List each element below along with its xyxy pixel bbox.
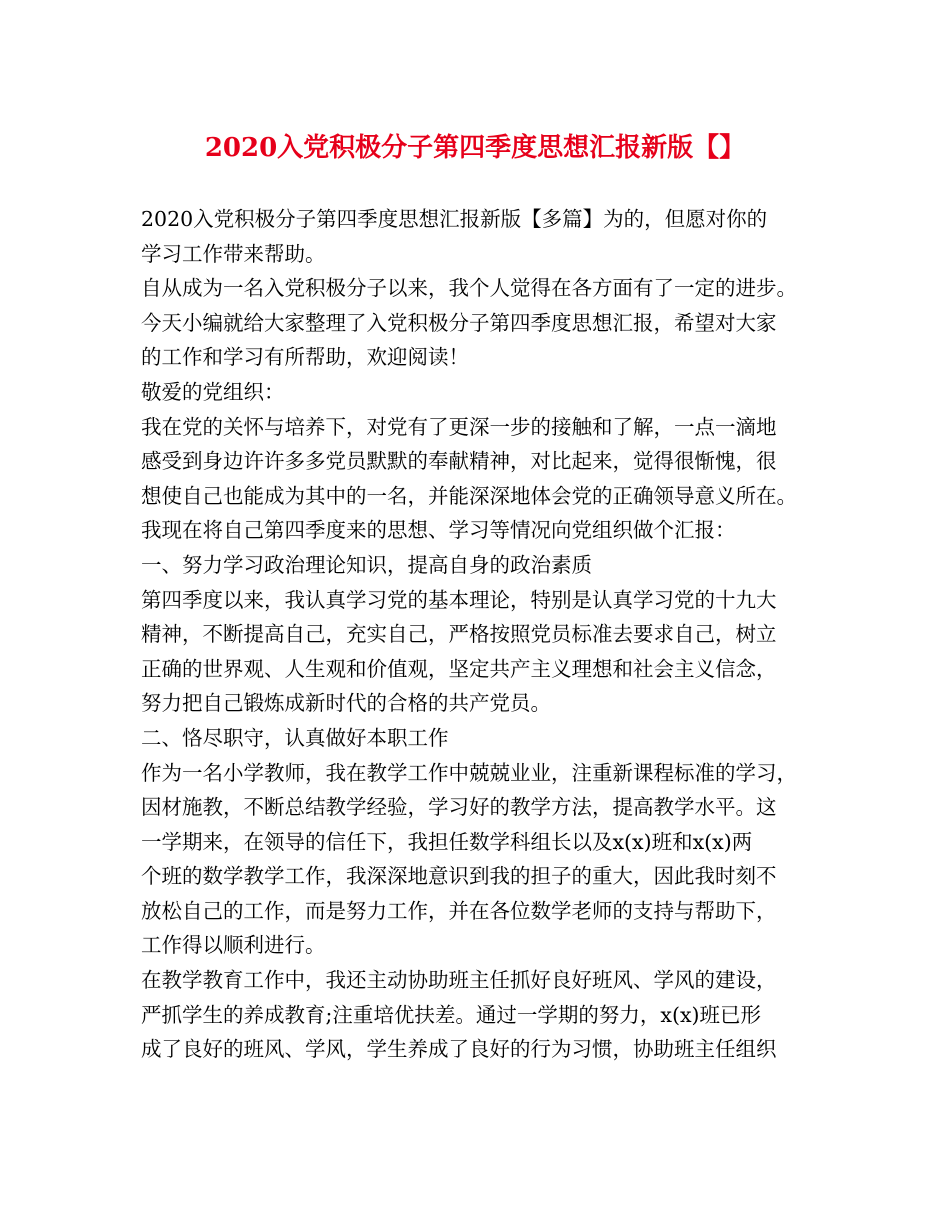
document-title: 2020入党积极分子第四季度思想汇报新版【】 xyxy=(204,133,746,163)
body-line: 作为一名小学教师，我在教学工作中兢兢业业，注重新课程标准的学习， xyxy=(141,760,797,785)
body-line: 感受到身边许许多多党员默默的奉献精神，对比起来，觉得很惭愧，很 xyxy=(141,449,777,474)
body-line: 想使自己也能成为其中的一名，并能深深地体会党的正确领导意义所在。 xyxy=(141,483,797,508)
body-line: 因材施教，不断总结教学经验，学习好的教学方法，提高教学水平。这 xyxy=(141,795,777,820)
body-line: 努力把自己锻炼成新时代的合格的共产党员。 xyxy=(141,691,551,716)
body-line: 第四季度以来，我认真学习党的基本理论，特别是认真学习党的十九大 xyxy=(141,587,777,612)
body-line: 学习工作带来帮助。 xyxy=(141,241,326,266)
body-line: 敬爱的党组织： xyxy=(141,379,285,404)
body-line: 一、努力学习政治理论知识，提高自身的政治素质 xyxy=(141,552,592,577)
body-line: 我现在将自己第四季度来的思想、学习等情况向党组织做个汇报： xyxy=(141,518,736,543)
body-line: 个班的数学教学工作，我深深地意识到我的担子的重大，因此我时刻不 xyxy=(141,864,777,889)
body-line: 正确的世界观、人生观和价值观，坚定共产主义理想和社会主义信念， xyxy=(141,656,777,681)
body-line: 2020入党积极分子第四季度思想汇报新版【多篇】为的，但愿对你的 xyxy=(141,207,768,231)
body-line: 自从成为一名入党积极分子以来，我个人觉得在各方面有了一定的进步。 xyxy=(141,276,797,301)
document-body xyxy=(141,202,831,1067)
body-line: 成了良好的班风、学风，学生养成了良好的行为习惯，协助班主任组织 xyxy=(141,1037,777,1062)
body-line: 我在党的关怀与培养下，对党有了更深一步的接触和了解，一点一滴地 xyxy=(141,414,777,439)
body-line: 放松自己的工作，而是努力工作，并在各位数学老师的支持与帮助下， xyxy=(141,898,777,923)
body-line: 在教学教育工作中，我还主动协助班主任抓好良好班风、学风的建设， xyxy=(141,968,777,993)
body-line: 严抓学生的养成教育;注重培优扶差。通过一学期的努力，x(x)班已形 xyxy=(141,1002,762,1027)
body-line: 二、恪尽职守，认真做好本职工作 xyxy=(141,725,449,750)
body-line: 工作得以顺利进行。 xyxy=(141,933,326,958)
body-line: 一学期来，在领导的信任下，我担任数学科组长以及x(x)班和x(x)两 xyxy=(141,829,753,854)
body-line: 今天小编就给大家整理了入党积极分子第四季度思想汇报，希望对大家 xyxy=(141,310,777,335)
body-line: 精神，不断提高自己，充实自己，严格按照党员标准去要求自己，树立 xyxy=(141,622,777,647)
body-line: 的工作和学习有所帮助，欢迎阅读！ xyxy=(141,345,469,370)
